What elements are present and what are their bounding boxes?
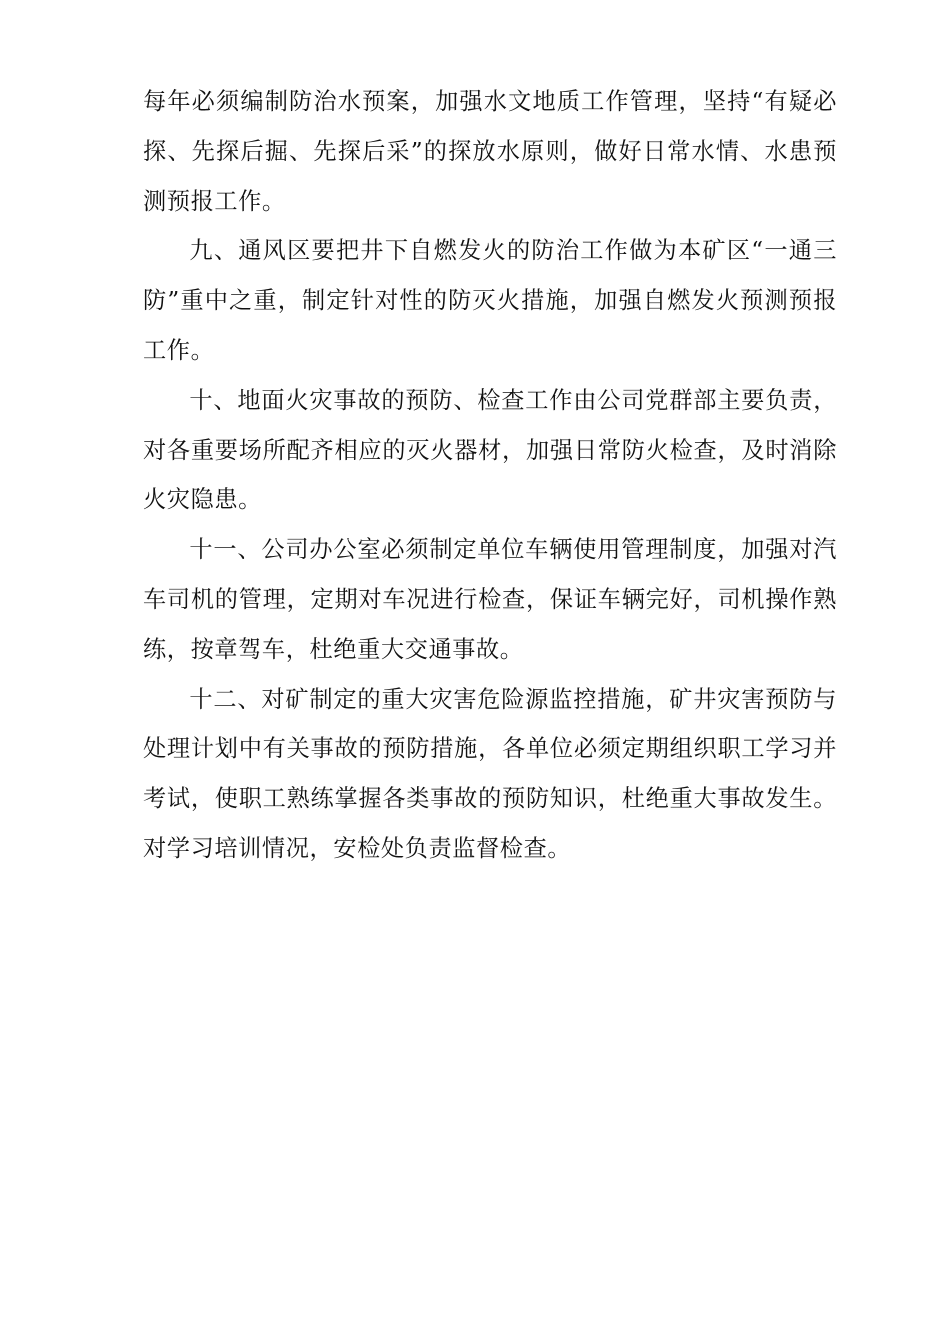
- paragraph-item-9: 九、通风区要把井下自燃发火的防治工作做为本矿区“一通三防”重中之重，制定针对性的防灭火措施，加强自燃发火预测预报工作。: [143, 237, 837, 364]
- paragraph-item-10: 十、地面火灾事故的预防、检查工作由公司党群部主要负责，对各重要场所配齐相应的灭火器材，加强日常防火检查，及时消除火灾隐患。: [143, 386, 837, 514]
- paragraph-item-11: 十一、公司办公室必须制定单位车辆使用管理制度，加强对汽车司机的管理，定期对车况进行检查，保证车辆完好，司机操作熟练，按章驾车，杜绝重大交通事故。: [143, 536, 837, 663]
- paragraph-item-12: 十二、对矿制定的重大灾害危险源监控措施，矿井灾害预防与处理计划中有关事故的预防措施，各单位必须定期组织职工学习并考试，使职工熟练掌握各类事故的预防知识，杜绝重大事故发生。对学习培训情况，安检处负责监督检查。: [143, 685, 837, 862]
- document-body: [143, 77, 837, 874]
- paragraph-continuation: 每年必须编制防治水预案，加强水文地质工作管理，坚持“有疑必探、先探后掘、先探后采”的探放水原则，做好日常水情、水患预测预报工作。: [143, 88, 837, 215]
